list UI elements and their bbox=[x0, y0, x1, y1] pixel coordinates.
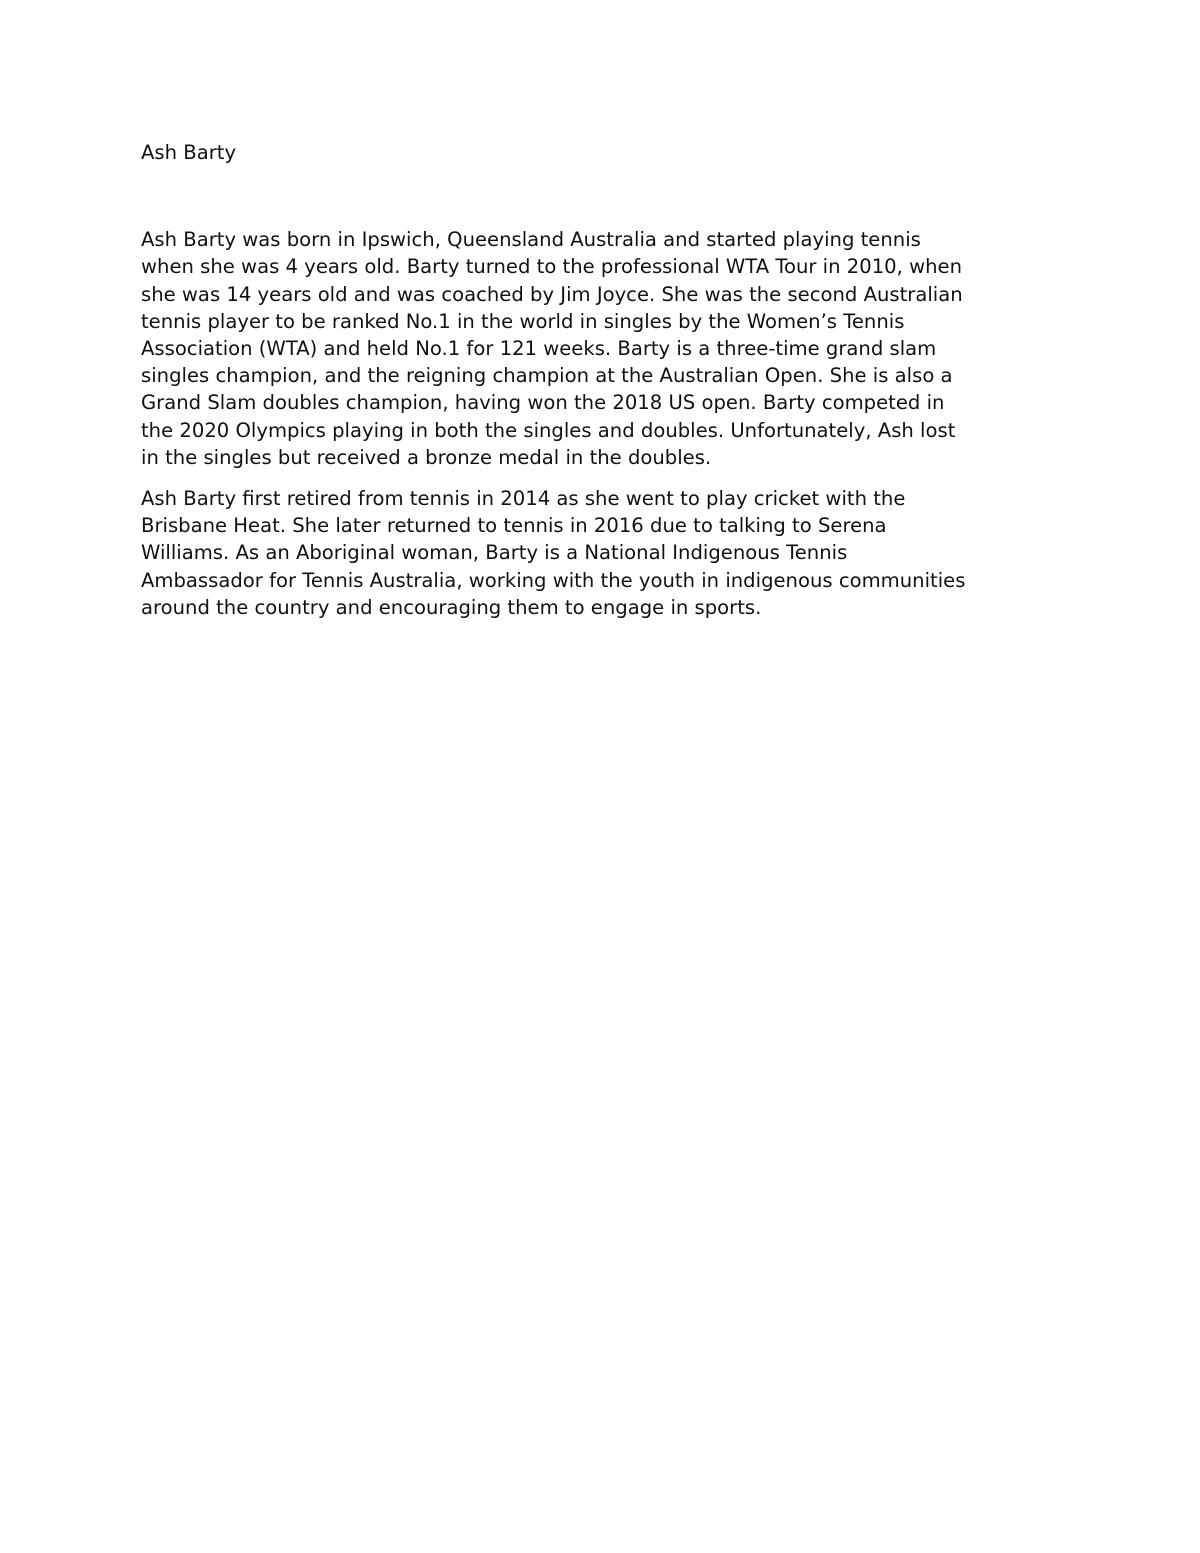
text-line: tennis player to be ranked No.1 in the world in singles by the Women’s Tennis bbox=[141, 309, 905, 333]
paragraph-early-career bbox=[141, 226, 1061, 471]
text-line: singles champion, and the reigning champion at the Australian Open. She is also a bbox=[141, 364, 953, 388]
text-line: Ash Barty was born in Ipswich, Queensland Australia and started playing tennis bbox=[141, 228, 921, 252]
text-line: Grand Slam doubles champion, having won the 2018 US open. Barty competed in bbox=[141, 391, 945, 415]
text-line: when she was 4 years old. Barty turned to the professional WTA Tour in 2010, when bbox=[141, 255, 962, 279]
document-body bbox=[141, 139, 1061, 621]
text-line: the 2020 Olympics playing in both the singles and doubles. Unfortunately, Ash lost bbox=[141, 418, 956, 442]
text-line: she was 14 years old and was coached by Jim Joyce. She was the second Australian bbox=[141, 282, 963, 306]
text-line: around the country and encouraging them to engage in sports. bbox=[141, 595, 762, 619]
text-line: Ambassador for Tennis Australia, working with the youth in indigenous communities bbox=[141, 568, 966, 592]
text-line: in the singles but received a bronze medal in the doubles. bbox=[141, 445, 712, 469]
text-line: Brisbane Heat. She later returned to tennis in 2016 due to talking to Serena bbox=[141, 514, 887, 538]
document-title: Ash Barty bbox=[141, 141, 237, 164]
text-line: Williams. As an Aboriginal woman, Barty is a National Indigenous Tennis bbox=[141, 541, 848, 565]
paragraph-later-career bbox=[141, 485, 1061, 621]
text-line: Association (WTA) and held No.1 for 121 weeks. Barty is a three-time grand slam bbox=[141, 337, 937, 361]
text-line: Ash Barty first retired from tennis in 2014 as she went to play cricket with the bbox=[141, 487, 906, 511]
